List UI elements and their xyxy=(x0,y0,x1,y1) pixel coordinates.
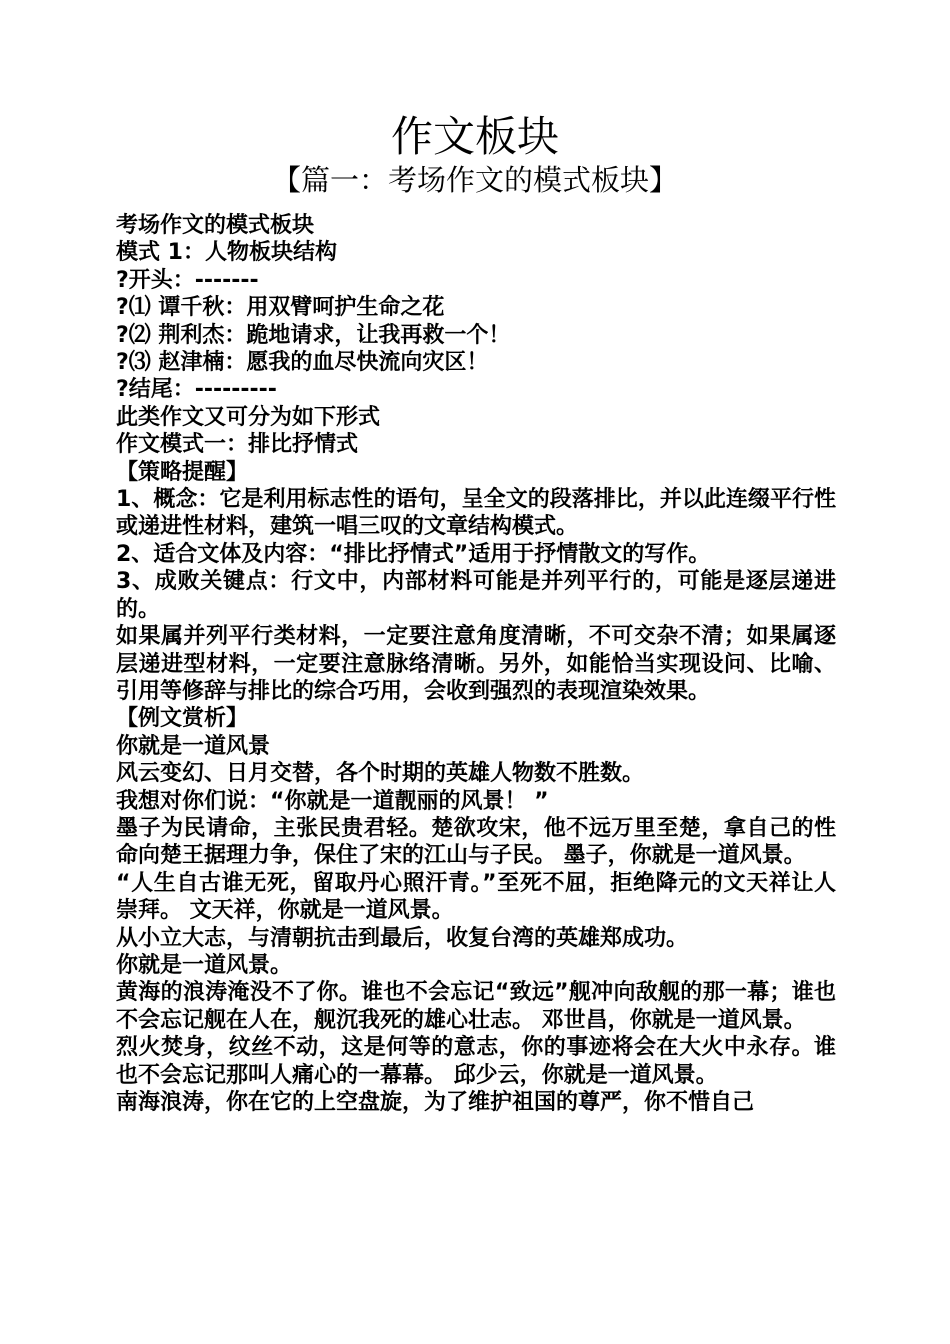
outline-line: ?⑵ 荆利杰：跪地请求，让我再救一个！ xyxy=(116,322,511,348)
paragraph: 你就是一道风景。 xyxy=(116,952,293,978)
heading-line: 考场作文的模式板块 xyxy=(116,213,315,238)
outline-line: ?⑴ 谭千秋：用双臂呵护生命之花 xyxy=(116,295,445,321)
section-label: 【策略提醒】 xyxy=(116,459,249,485)
document-subtitle: 【篇一：考场作文的模式板块】 xyxy=(271,163,678,197)
paragraph: 黄海的浪涛淹没不了你。谁也不会忘记“致远”舰冲向敌舰的那一幕；谁也不会忘记舰在人在，舰沉我死的雄心壮志。 邓世昌，你就是一道风景。 xyxy=(116,980,836,1033)
paragraph: 烈火焚身，纹丝不动，这是何等的意志，你的事迹将会在大火中永存。谁也不会忘记那叫人痛心的一幕幕。 邱少云，你就是一道风景。 xyxy=(116,1035,836,1088)
heading-line: 模式 1：人物板块结构 xyxy=(116,240,337,266)
outline-line: ?⑶ 赵津楠：愿我的血尽快流向灾区！ xyxy=(116,350,489,376)
paragraph: 2、适合文体及内容：“排比抒情式”适用于抒情散文的写作。 xyxy=(116,541,711,567)
paragraph: 3、成败关键点：行文中，内部材料可能是并列平行的，可能是逐层递进的。 xyxy=(116,569,836,622)
paragraph: 风云变幻、日月交替，各个时期的英雄人物数不胜数。 xyxy=(116,761,645,787)
section-label: 【例文赏析】 xyxy=(116,706,249,732)
heading-line: 作文模式一：排比抒情式 xyxy=(116,432,359,458)
paragraph: “人生自古谁无死，留取丹心照汗青。”至死不屈，拒绝降元的文天祥让人崇拜。 文天祥，你就是一道风景。 xyxy=(116,870,836,924)
paragraph: 从小立大志，与清朝抗击到最后，收复台湾的英雄郑成功。 xyxy=(116,925,689,951)
paragraph: 墨子为民请命，主张民贵君轻。楚欲攻宋，他不远万里至楚，拿自己的性命向楚王据理力争，保住了宋的江山与子民。 墨子，你就是一道风景。 xyxy=(116,815,836,869)
paragraph: 南海浪涛，你在它的上空盘旋，为了维护祖国的尊严，你不惜自己 xyxy=(116,1090,755,1115)
outline-line: ?结尾：--------- xyxy=(116,377,277,403)
paragraph: 如果属并列平行类材料，一定要注意角度清晰，不可交杂不清；如果属逐层递进型材料，一定要注意脉络清晰。另外，如能恰当实现设问、比喻、引用等修辞与排比的综合巧用，会收到强烈的表现渲染效果。 xyxy=(116,624,836,704)
essay-title: 你就是一道风景 xyxy=(116,733,271,759)
outline-line: ?开头：------- xyxy=(116,267,259,293)
heading-line: 此类作文又可分为如下形式 xyxy=(116,404,381,430)
document-title: 作文板块 xyxy=(390,112,559,161)
document-body xyxy=(116,212,836,1116)
paragraph: 1、概念：它是利用标志性的语句，呈全文的段落排比，并以此连缀平行性或递进性材料，建筑一唱三叹的文章结构模式。 xyxy=(116,487,836,540)
paragraph: 我想对你们说：“你就是一道靓丽的风景！ ” xyxy=(116,788,549,814)
